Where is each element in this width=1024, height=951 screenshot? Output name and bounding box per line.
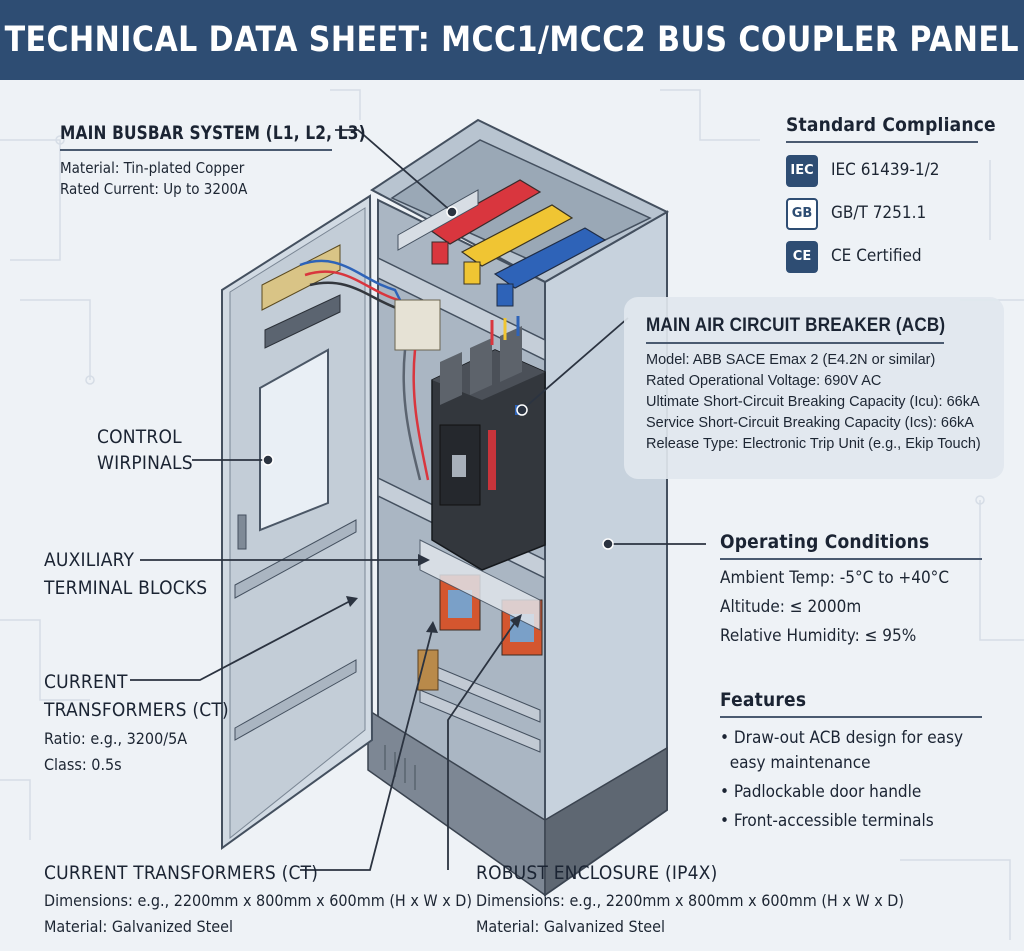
acb-release: Release Type: Electronic Trip Unit (e.g., Ekip Touch) bbox=[646, 436, 981, 452]
standards-title: Standard Compliance bbox=[786, 114, 996, 136]
standard-row bbox=[786, 192, 986, 235]
acb-ics: Service Short-Circuit Breaking Capacity (Ics): 66kA bbox=[646, 415, 974, 431]
standard-row bbox=[786, 235, 986, 278]
enclosure-dimensions: Dimensions: e.g., 2200mm x 800mm x 600mm (H x W x D) bbox=[476, 891, 905, 910]
ct-left-ratio: Ratio: e.g., 3200/5A bbox=[44, 729, 188, 748]
operating-humidity: Relative Humidity: ≤ 95% bbox=[720, 626, 917, 646]
feature-item: easy maintenance bbox=[720, 753, 871, 773]
operating-rule bbox=[720, 558, 982, 560]
enclosure-material: Material: Galvanized Steel bbox=[476, 917, 665, 936]
features-section bbox=[720, 689, 982, 834]
acb-title: MAIN AIR CIRCUIT BREAKER (ACB) bbox=[646, 315, 946, 336]
feature-item: • Front-accessible terminals bbox=[720, 811, 934, 831]
busbar-material: Material: Tin-plated Copper bbox=[60, 159, 245, 177]
standard-iec: IEC 61439-1/2 bbox=[831, 160, 940, 180]
standard-ce: CE Certified bbox=[831, 246, 922, 266]
aux-callout bbox=[44, 546, 207, 602]
operating-altitude: Altitude: ≤ 2000m bbox=[720, 597, 862, 617]
page-title: TECHNICAL DATA SHEET: MCC1/MCC2 BUS COUPLER PANEL bbox=[4, 20, 1020, 60]
iec-icon: IEC bbox=[786, 155, 818, 187]
ct-bottom-material: Material: Galvanized Steel bbox=[44, 917, 233, 936]
operating-section bbox=[720, 531, 982, 651]
feature-item: • Padlockable door handle bbox=[720, 782, 922, 802]
ct-left-line2: TRANSFORMERS (CT) bbox=[44, 699, 229, 721]
enclosure-callout bbox=[476, 862, 904, 940]
control-callout bbox=[97, 424, 193, 476]
busbar-rule bbox=[60, 149, 332, 151]
ct-left-class: Class: 0.5s bbox=[44, 755, 122, 774]
ct-bottom-title: CURRENT TRANSFORMERS (CT) bbox=[44, 862, 319, 884]
ct-bottom-callout bbox=[44, 862, 472, 940]
acb-callout bbox=[624, 297, 1004, 479]
standard-gb: GB/T 7251.1 bbox=[831, 203, 927, 223]
gb-icon: GB bbox=[786, 198, 818, 230]
acb-icu: Ultimate Short-Circuit Breaking Capacity (Icu): 66kA bbox=[646, 394, 980, 410]
ct-left-callout bbox=[44, 668, 229, 778]
busbar-rated-current: Rated Current: Up to 3200A bbox=[60, 180, 248, 198]
control-line1: CONTROL bbox=[97, 426, 182, 448]
operating-temp: Ambient Temp: -5°C to +40°C bbox=[720, 568, 950, 588]
acb-model: Model: ABB SACE Emax 2 (E4.2N or similar) bbox=[646, 352, 936, 368]
features-rule bbox=[720, 716, 982, 718]
enclosure-title: ROBUST ENCLOSURE (IP4X) bbox=[476, 862, 718, 884]
ct-left-line1: CURRENT bbox=[44, 671, 128, 693]
operating-title: Operating Conditions bbox=[720, 531, 930, 553]
standard-row bbox=[786, 149, 986, 192]
aux-line1: AUXILIARY bbox=[44, 549, 135, 571]
busbar-title: MAIN BUSBAR SYSTEM (L1, L2, L3) bbox=[60, 122, 366, 144]
acb-voltage: Rated Operational Voltage: 690V AC bbox=[646, 373, 882, 389]
busbar-callout bbox=[60, 122, 366, 200]
control-line2: WIRPINALS bbox=[97, 452, 193, 474]
standards-section bbox=[786, 114, 996, 278]
ct-bottom-dimensions: Dimensions: e.g., 2200mm x 800mm x 600mm (H x W x D) bbox=[44, 891, 473, 910]
feature-item: • Draw-out ACB design for easy bbox=[720, 728, 964, 748]
features-title: Features bbox=[720, 689, 807, 711]
acb-rule bbox=[646, 342, 944, 344]
aux-line2: TERMINAL BLOCKS bbox=[44, 577, 208, 599]
ce-icon: CE bbox=[786, 241, 818, 273]
standards-rule bbox=[786, 141, 978, 143]
